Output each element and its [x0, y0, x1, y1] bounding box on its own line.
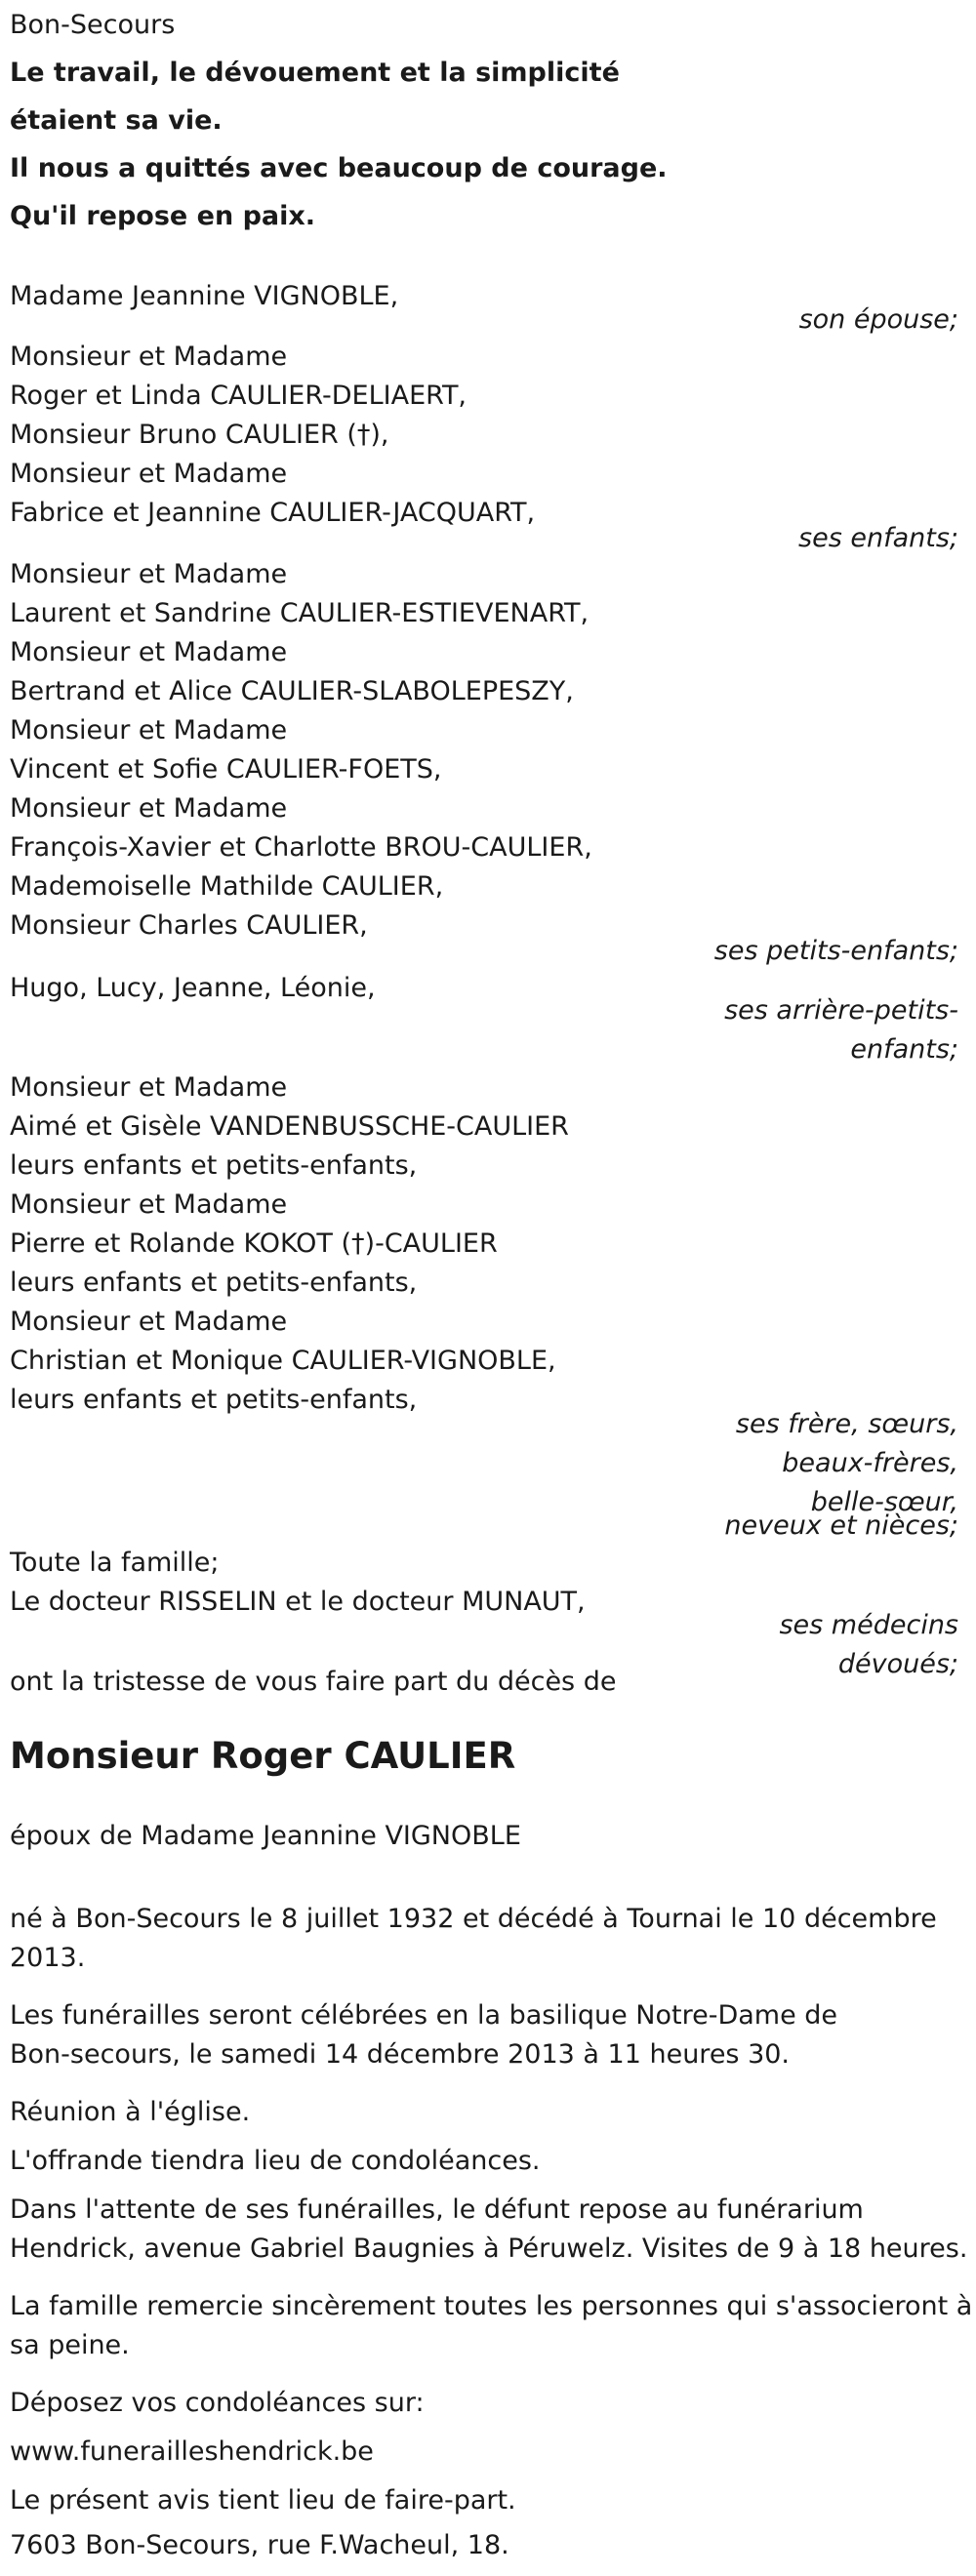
family-line: Monsieur et Madame [10, 559, 288, 589]
relation-label: ses enfants; [798, 523, 958, 553]
detail-line: sa peine. [10, 2330, 130, 2360]
family-line: Mademoiselle Mathilde CAULIER, [10, 871, 444, 902]
motto-line: étaient sa vie. [10, 105, 223, 136]
detail-line: Déposez vos condoléances sur: [10, 2388, 425, 2418]
detail-line: 2013. [10, 1943, 86, 1973]
detail-line: L'offrande tiendra lieu de condoléances. [10, 2146, 541, 2176]
family-line: Monsieur et Madame [10, 1189, 288, 1220]
family-line: Monsieur et Madame [10, 637, 288, 667]
detail-line: Réunion à l'église. [10, 2097, 251, 2127]
family-line: Toute la famille; [10, 1548, 220, 1578]
deceased-name: Monsieur Roger CAULIER [10, 1735, 516, 1777]
relation-label: son épouse; [798, 304, 958, 335]
detail-line: Les funérailles seront célébrées en la basilique Notre-Dame de [10, 2000, 838, 2031]
family-line: Bertrand et Alice CAULIER-SLABOLEPESZY, [10, 676, 574, 706]
family-line: Christian et Monique CAULIER-VIGNOBLE, [10, 1346, 556, 1376]
detail-line: La famille remercie sincèrement toutes les personnes qui s'associeront à [10, 2291, 973, 2321]
family-line: Hugo, Lucy, Jeanne, Léonie, [10, 973, 376, 1003]
spouse-line: époux de Madame Jeannine VIGNOBLE [10, 1821, 521, 1851]
family-line: Pierre et Rolande KOKOT (†)-CAULIER [10, 1228, 498, 1259]
announcement-text: ont la tristesse de vous faire part du décès de [10, 1667, 617, 1697]
family-line: Monsieur et Madame [10, 715, 288, 745]
family-line: leurs enfants et petits-enfants, [10, 1385, 418, 1415]
address-line: 7603 Bon-Secours, rue F.Wacheul, 18. [10, 2530, 509, 2560]
motto-line: Le travail, le dévouement et la simplicité [10, 58, 620, 88]
relation-label: ses frère, sœurs, [735, 1409, 958, 1439]
detail-line: Le présent avis tient lieu de faire-part. [10, 2485, 516, 2516]
family-line: Fabrice et Jeannine CAULIER-JACQUART, [10, 498, 536, 528]
relation-label: belle-sœur, [810, 1487, 958, 1517]
detail-line: Bon-secours, le samedi 14 décembre 2013 à 11 heures 30. [10, 2039, 791, 2070]
relation-label: ses arrière-petits- [724, 995, 958, 1026]
family-line: Laurent et Sandrine CAULIER-ESTIEVENART, [10, 598, 590, 628]
family-line: François-Xavier et Charlotte BROU-CAULIER, [10, 832, 592, 863]
family-line: Aimé et Gisèle VANDENBUSSCHE-CAULIER [10, 1111, 569, 1142]
motto-line: Il nous a quittés avec beaucoup de courage. [10, 153, 668, 183]
family-line: Roger et Linda CAULIER-DELIAERT, [10, 381, 468, 411]
family-line: Madame Jeannine VIGNOBLE, [10, 281, 399, 311]
website-text: www.funerailleshendrick.be [10, 2436, 374, 2467]
family-line: Monsieur Charles CAULIER, [10, 910, 368, 941]
family-line: leurs enfants et petits-enfants, [10, 1268, 418, 1298]
family-line: Monsieur et Madame [10, 342, 288, 372]
family-line: Vincent et Sofie CAULIER-FOETS, [10, 754, 442, 785]
family-line: Monsieur et Madame [10, 1307, 288, 1337]
detail-line: Hendrick, avenue Gabriel Baugnies à Péruwelz. Visites de 9 à 18 heures. [10, 2234, 968, 2264]
relation-label: beaux-frères, [782, 1448, 958, 1478]
place-name: Bon-Secours [10, 10, 176, 40]
detail-line: Dans l'attente de ses funérailles, le défunt repose au funérarium [10, 2194, 864, 2225]
family-line: leurs enfants et petits-enfants, [10, 1150, 418, 1181]
relation-label: ses médecins [779, 1610, 958, 1640]
relation-label: dévoués; [837, 1649, 958, 1679]
relation-label: neveux et nièces; [724, 1510, 958, 1541]
family-line: Monsieur et Madame [10, 1072, 288, 1103]
relation-label: ses petits-enfants; [713, 936, 958, 966]
motto-line: Qu'il repose en paix. [10, 201, 316, 231]
family-line: Monsieur et Madame [10, 793, 288, 824]
detail-line: né à Bon-Secours le 8 juillet 1932 et décédé à Tournai le 10 décembre [10, 1904, 937, 1934]
family-line: Le docteur RISSELIN et le docteur MUNAUT, [10, 1587, 586, 1617]
relation-label: enfants; [850, 1034, 958, 1065]
family-line: Monsieur et Madame [10, 459, 288, 489]
family-line: Monsieur Bruno CAULIER (†), [10, 420, 389, 450]
